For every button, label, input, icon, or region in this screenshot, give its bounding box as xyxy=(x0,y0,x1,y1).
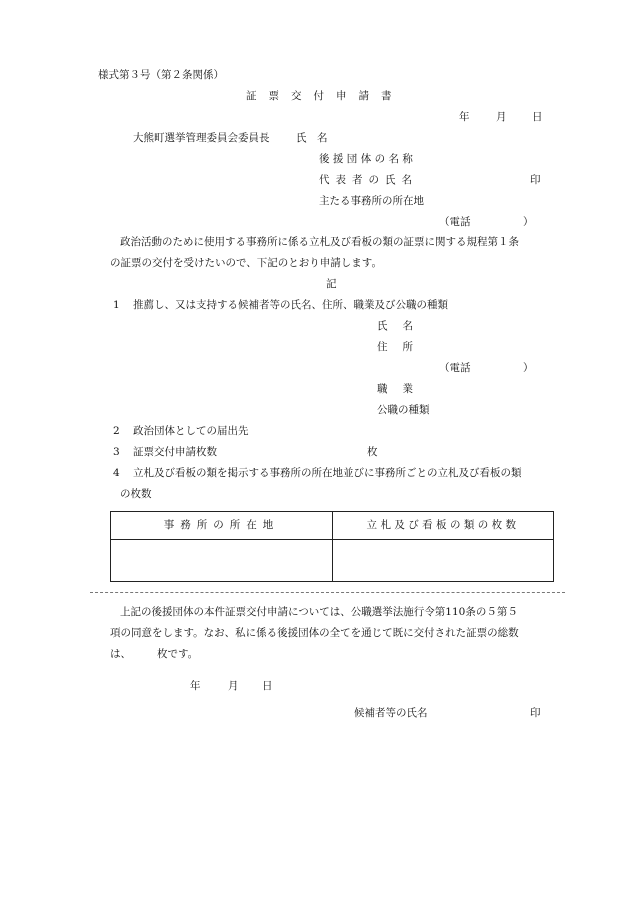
body-line-1: 政治活動のために使用する事務所に係る立札及び看板の類の証票に関する規程第１条 xyxy=(120,236,519,248)
document-title: 証票交付申請書 xyxy=(246,90,404,102)
item-3-text: 証票交付申請枚数 xyxy=(133,446,217,458)
addressee-suffix: 氏 名 xyxy=(296,132,328,144)
candidate-name-label: 氏名 xyxy=(377,320,428,332)
seal-mark: 印 xyxy=(530,174,541,186)
addressee-committee: 大熊町選挙管理委員会委員長 xyxy=(133,132,270,144)
consent-line-3-prefix: は、 xyxy=(110,648,131,660)
representative-name-label: 代表者の氏名 xyxy=(319,174,418,186)
candidate-office-type-label: 公職の種類 xyxy=(377,404,430,416)
item-2-text: 政治団体としての届出先 xyxy=(133,425,249,437)
item-4-number: 4 xyxy=(113,467,120,479)
candidate-phone: （電話 ） xyxy=(439,362,534,374)
candidate-seal-mark: 印 xyxy=(530,707,541,719)
consent-line-1: 上記の後援団体の本件証票交付申請については、公職選挙法施行令第110条の５第５ xyxy=(120,606,518,618)
consent-line-2: 項の同意をします。なお、私に係る後援団体の全てを通じて既に交付された証票の総数 xyxy=(110,627,519,639)
item-1-number: 1 xyxy=(113,299,120,311)
applicant-phone: （電話 ） xyxy=(439,216,534,228)
item-2-number: 2 xyxy=(113,425,120,437)
table-header-signboard-count: 立札及び看板の類の枚数 xyxy=(333,512,554,540)
consent-date-month: 月 xyxy=(228,680,239,692)
item-1-text: 推薦し、又は支持する候補者等の氏名、住所、職業及び公職の種類 xyxy=(133,299,448,311)
consent-date-day: 日 xyxy=(262,680,273,692)
dashed-divider xyxy=(90,592,565,593)
date-day-label: 日 xyxy=(532,111,543,123)
ki-heading: 記 xyxy=(326,278,337,290)
item-3-unit: 枚 xyxy=(367,446,378,458)
consent-date-year: 年 xyxy=(190,680,201,692)
table-header-office-address: 事務所の所在地 xyxy=(111,512,333,540)
table-cell-signboard-count[interactable] xyxy=(333,540,554,582)
consent-line-3-suffix: 枚です。 xyxy=(157,648,199,660)
office-address-label: 主たる事務所の所在地 xyxy=(319,195,424,207)
date-month-label: 月 xyxy=(496,111,507,123)
office-signboard-table xyxy=(110,511,554,582)
form-number-label: 様式第３号（第２条関係） xyxy=(98,69,224,81)
item-4-line-2: の枚数 xyxy=(120,488,152,500)
candidate-job-label: 職業 xyxy=(377,383,428,395)
body-line-2: の証票の交付を受けたいので、下記のとおり申請します。 xyxy=(110,257,382,269)
item-3-number: 3 xyxy=(113,446,120,458)
table-cell-office-address[interactable] xyxy=(111,540,333,582)
date-year-label: 年 xyxy=(459,111,470,123)
candidate-address-label: 住所 xyxy=(377,341,428,353)
candidate-signature-label: 候補者等の氏名 xyxy=(354,707,428,719)
supporter-org-name-label: 後援団体の名称 xyxy=(319,153,417,165)
item-4-line-1: 立札及び看板の類を掲示する事務所の所在地並びに事務所ごとの立札及び看板の類 xyxy=(133,467,522,479)
